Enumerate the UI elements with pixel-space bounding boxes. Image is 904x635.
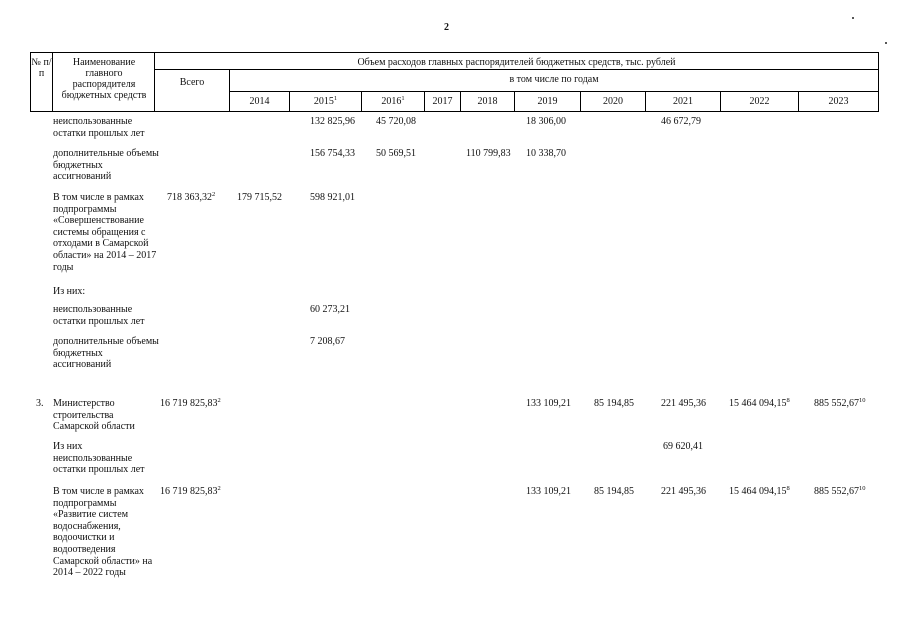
header-year-2023: 2023	[828, 96, 849, 107]
row-name: Из них:	[53, 286, 86, 297]
value-2021: 221 495,36	[661, 486, 706, 497]
header-year-2022: 2022	[749, 96, 770, 107]
value-2015: 7 208,67	[310, 336, 345, 347]
value-2020: 85 194,85	[594, 486, 634, 497]
value-2019: 133 109,21	[526, 486, 571, 497]
value-2016: 45 720,08	[376, 116, 416, 127]
header-year-2015: 2015$^1$	[313, 95, 338, 107]
header-col-name: Наименование главного распорядителя бюджетных средств	[61, 57, 147, 101]
value-total: 16 719 825,83$^2$	[160, 397, 221, 409]
value-2019: 18 306,00	[526, 116, 566, 127]
value-2022: 15 464 094,15$^8$	[729, 397, 790, 409]
header-year-2018: 2018	[477, 96, 498, 107]
value-2015: 598 921,01	[310, 192, 355, 203]
header-year-2021: 2021	[673, 96, 693, 107]
value-2021: 69 620,41	[663, 441, 703, 452]
value-total: 718 363,32$^2$	[167, 191, 216, 203]
value-2020: 85 194,85	[594, 398, 634, 409]
value-2015: 132 825,96	[310, 116, 355, 127]
header-year-2016: 2016$^1$	[381, 95, 405, 107]
value-2019: 133 109,21	[526, 398, 571, 409]
row-name: В том числе в рамках подпрограммы «Развитие систем водоснабжения, водоочистки и водоотведения Самарской области» на 2014 – 2022 годы	[53, 486, 153, 579]
header-year-2020: 2020	[603, 96, 623, 107]
header-year-2019: 2019	[537, 96, 558, 107]
value-2019: 10 338,70	[526, 148, 566, 159]
value-total: 16 719 825,83$^2$	[160, 485, 221, 497]
scan-speck	[885, 42, 887, 44]
row-name: дополнительные объемы бюджетных ассигнований	[53, 336, 159, 371]
header-year-2014: 2014	[249, 96, 270, 107]
row-name: Из них неиспользованные остатки прошлых лет	[53, 441, 145, 476]
row-name: неиспользованные остатки прошлых лет	[53, 116, 145, 139]
value-2016: 50 569,51	[376, 148, 416, 159]
row-number: 3.	[36, 398, 44, 409]
row-name: дополнительные объемы бюджетных ассигнований	[53, 148, 159, 183]
scan-speck	[852, 17, 854, 19]
row-name: Министерство строительства Самарской области	[53, 398, 135, 433]
value-2023: 885 552,67$^{10}$	[814, 485, 866, 497]
value-2021: 221 495,36	[661, 398, 706, 409]
value-2023: 885 552,67$^{10}$	[814, 397, 866, 409]
header-col-total: Всего	[179, 77, 205, 88]
value-2015: 156 754,33	[310, 148, 355, 159]
value-2022: 15 464 094,15$^8$	[729, 485, 790, 497]
header-group-title: Объем расходов главных распорядителей бюджетных средств, тыс. рублей	[357, 57, 676, 68]
page-number: 2	[444, 22, 449, 33]
header-subgroup-title: в том числе по годам	[509, 74, 599, 85]
value-2014: 179 715,52	[237, 192, 282, 203]
value-2021: 46 672,79	[661, 116, 701, 127]
header-year-2017: 2017	[432, 96, 453, 107]
header-col-no: № п/п	[31, 57, 52, 79]
row-name: неиспользованные остатки прошлых лет	[53, 304, 145, 327]
value-2018: 110 799,83	[466, 148, 511, 159]
value-2015: 60 273,21	[310, 304, 350, 315]
row-name: В том числе в рамках подпрограммы «Совершенствование системы обращения с отходами в Самарской области» на 2014 – 2017 годы	[53, 192, 157, 273]
